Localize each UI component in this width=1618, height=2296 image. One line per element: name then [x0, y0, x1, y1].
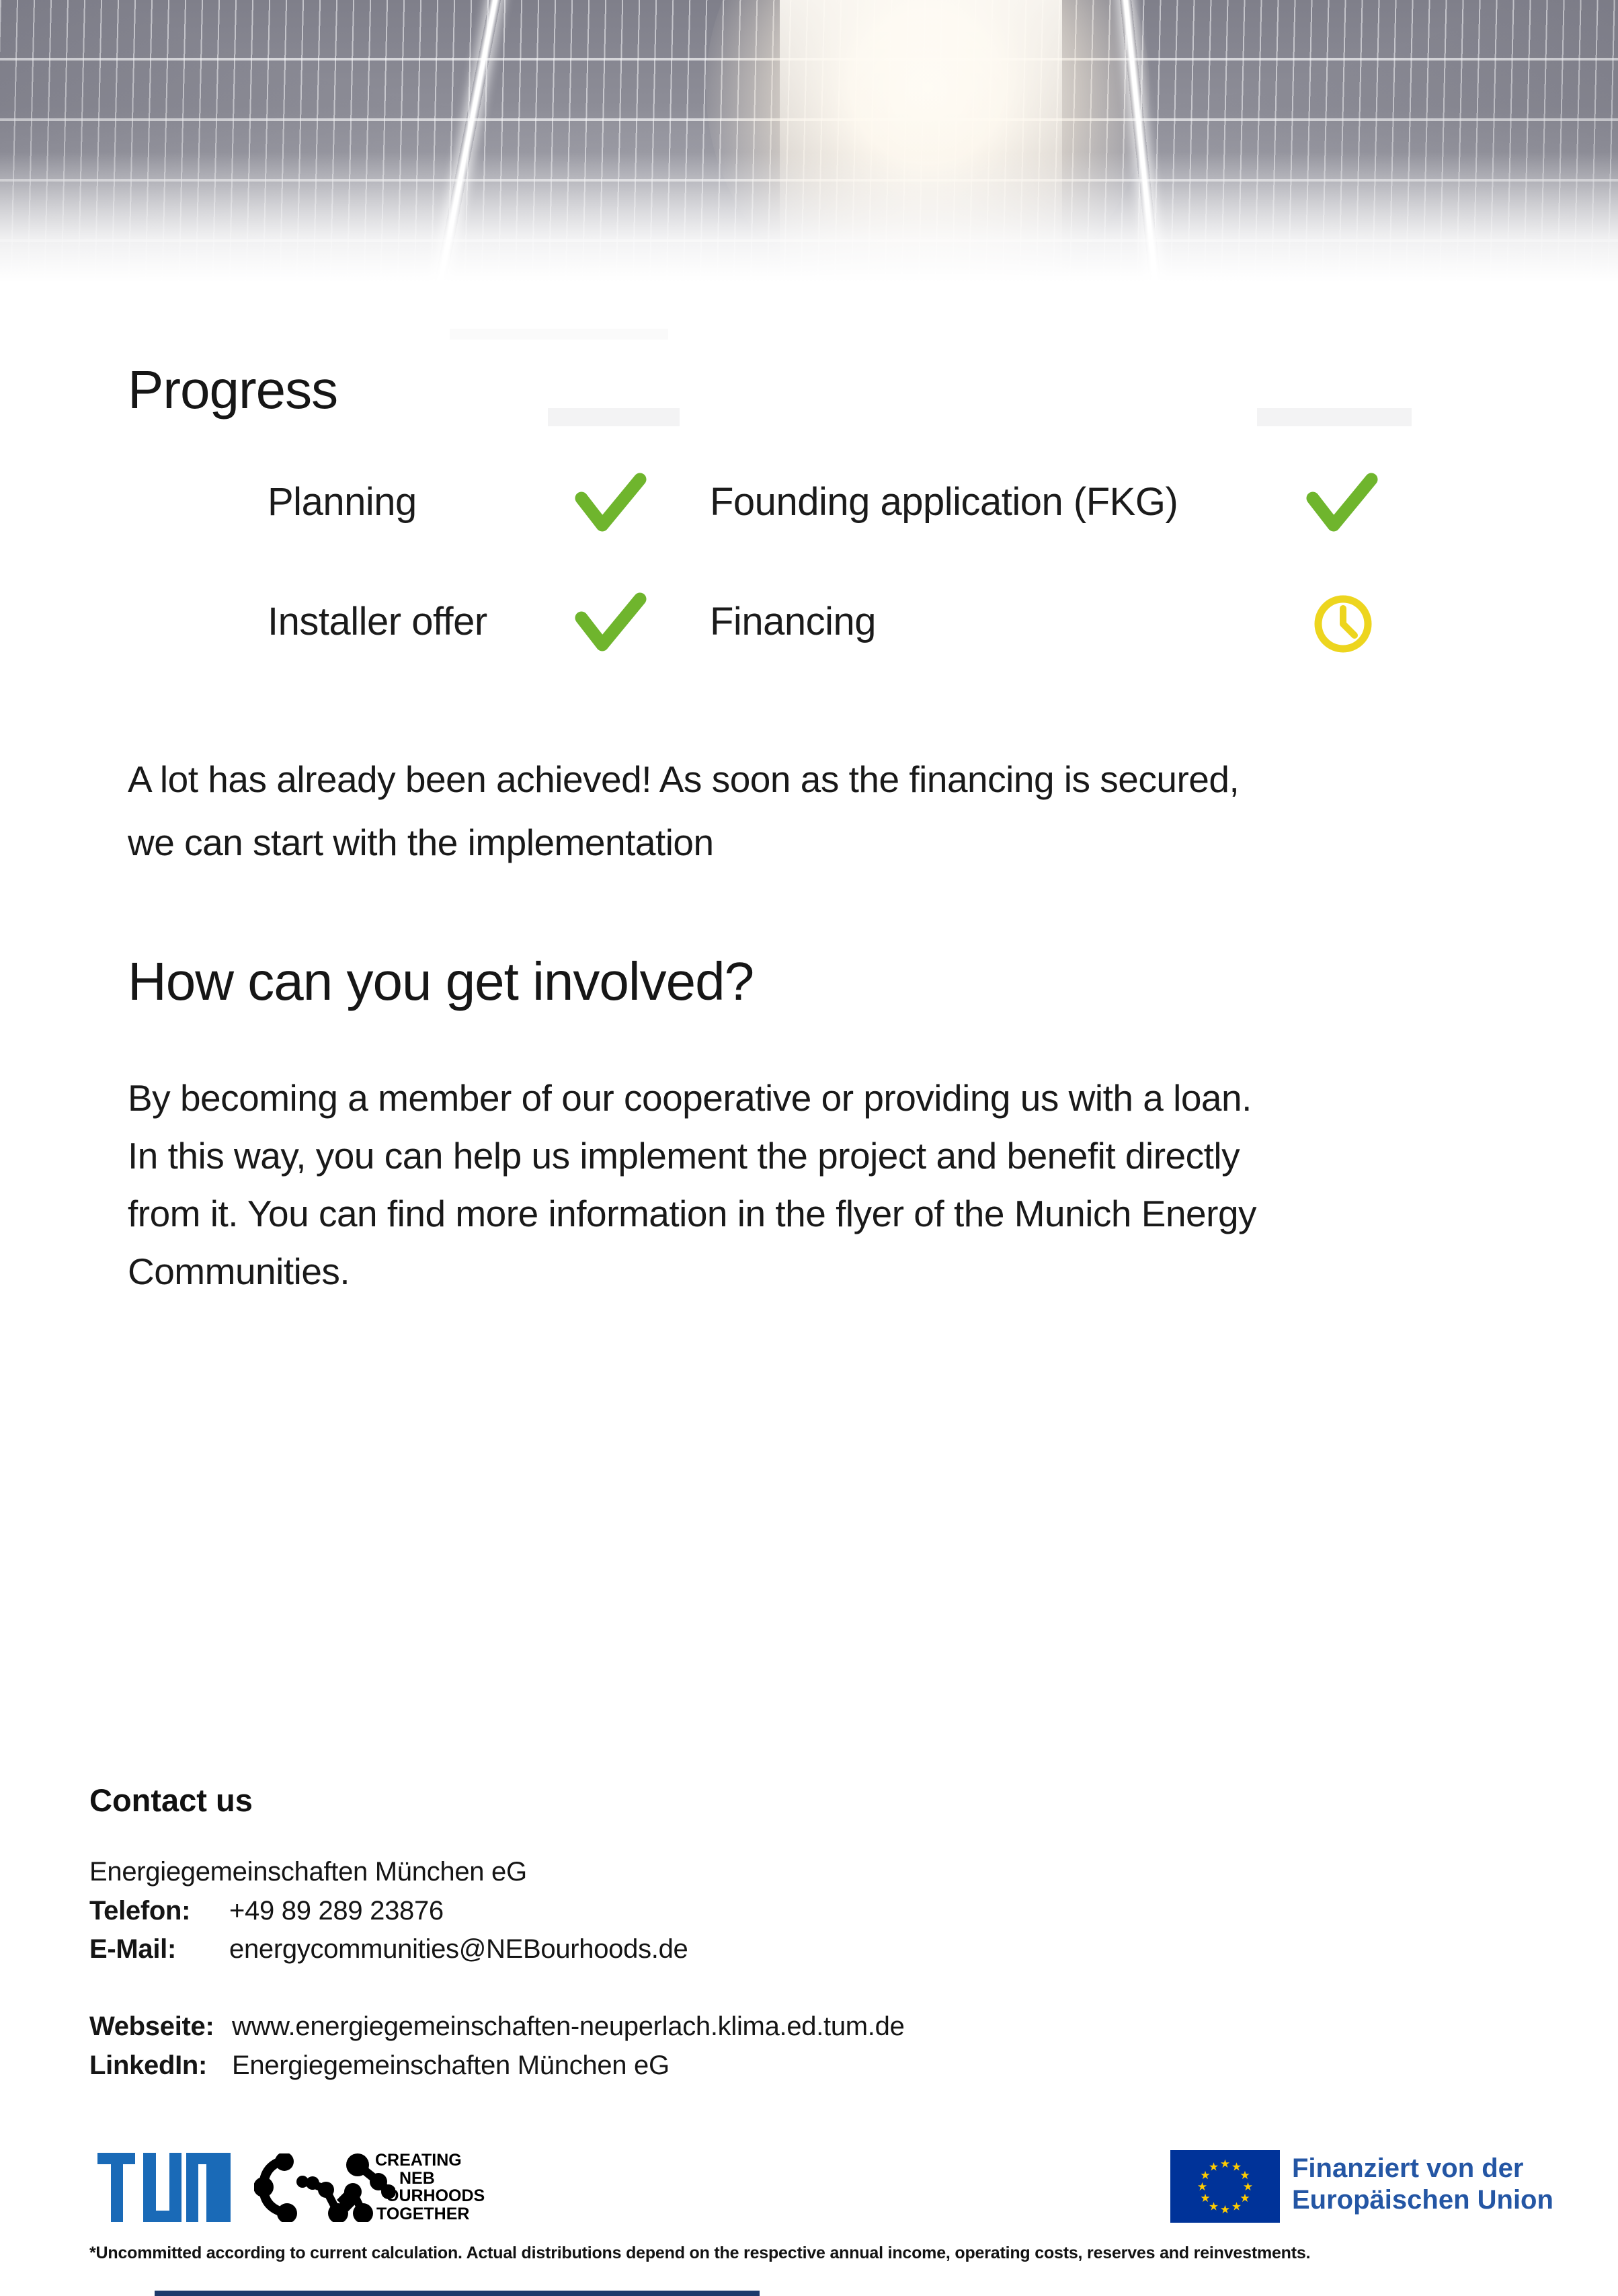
contact-website-row	[89, 2012, 905, 2042]
contact-heading: Contact us	[89, 1782, 253, 1818]
checklist-item-founding-application: Founding application (FKG)	[710, 480, 1178, 524]
svg-text:★: ★	[1200, 2169, 1211, 2182]
svg-text:★: ★	[1208, 2200, 1219, 2214]
neb-text-line: OURHOODS	[386, 2186, 485, 2205]
tum-logo	[97, 2153, 231, 2225]
svg-text:★: ★	[1219, 2203, 1231, 2217]
involved-paragraph	[128, 1069, 1256, 1300]
check-icon	[573, 471, 648, 536]
checklist-item-financing: Financing	[710, 600, 876, 643]
svg-text:★: ★	[1219, 2158, 1231, 2171]
checklist-item-installer-offer: Installer offer	[268, 600, 487, 643]
svg-text:★: ★	[1240, 2192, 1250, 2205]
involved-line: In this way, you can help us implement the project and benefit directly	[128, 1135, 1240, 1177]
eu-text-line: Finanziert von der	[1292, 2153, 1524, 2183]
contact-email-row	[89, 1934, 688, 1965]
svg-text:★: ★	[1242, 2180, 1254, 2194]
progress-heading: Progress	[128, 360, 338, 420]
linkedin-value: Energiegemeinschaften München eG	[232, 2051, 670, 2080]
eu-flag	[1170, 2150, 1280, 2226]
solar-panel-photo	[0, 0, 1618, 304]
neb-text-line: CREATING	[375, 2151, 462, 2170]
svg-text:★: ★	[1200, 2192, 1211, 2205]
progress-note	[128, 748, 1239, 874]
phone-label: Telefon:	[89, 1896, 191, 1926]
neb-text-line: TOGETHER	[376, 2204, 470, 2223]
phone-value: +49 89 289 23876	[229, 1896, 444, 1926]
contact-linkedin-row	[89, 2051, 670, 2081]
progress-note-line: A lot has already been achieved! As soon as the financing is secured,	[128, 758, 1240, 800]
nebourhoods-logo-text	[375, 2151, 485, 2223]
bottom-accent-bar	[155, 2291, 760, 2296]
eu-funding-text	[1292, 2153, 1553, 2216]
contact-org: Energiegemeinschaften München eG	[89, 1857, 527, 1887]
eu-text-line: Europäischen Union	[1292, 2185, 1553, 2215]
nebourhoods-logo-icon	[254, 2153, 395, 2225]
check-icon	[573, 590, 648, 656]
involved-line: from it. You can find more information in the flyer of the Munich Energy	[128, 1193, 1257, 1234]
involved-heading: How can you get involved?	[128, 951, 754, 1011]
involved-line: Communities.	[128, 1251, 350, 1292]
progress-note-line: we can start with the implementation	[128, 822, 714, 863]
faded-image-edge	[450, 329, 668, 340]
svg-text:★: ★	[1208, 2160, 1219, 2174]
email-label: E-Mail:	[89, 1934, 177, 1964]
svg-text:★: ★	[1197, 2180, 1208, 2194]
svg-text:★: ★	[1231, 2200, 1242, 2214]
website-value: www.energiegemeinschaften-neuperlach.klima.ed.tum.de	[232, 2012, 905, 2041]
neb-text-line: NEB	[399, 2168, 435, 2188]
website-label: Webseite:	[89, 2012, 214, 2041]
svg-text:★: ★	[1240, 2169, 1250, 2182]
linkedin-label: LinkedIn:	[89, 2051, 208, 2080]
faded-image-edge	[1257, 408, 1412, 426]
check-icon	[1304, 471, 1379, 536]
faded-image-edge	[548, 408, 680, 426]
involved-line: By becoming a member of our cooperative or providing us with a loan.	[128, 1077, 1252, 1119]
contact-phone-row	[89, 1896, 444, 1926]
clock-icon	[1312, 593, 1374, 658]
photo-fade	[0, 0, 1618, 304]
email-value: energycommunities@NEBourhoods.de	[229, 1934, 688, 1964]
disclaimer-text: *Uncommitted according to current calculation. Actual distributions depend on the respective annual income, operating costs, reserves and reinvestments.	[89, 2244, 1311, 2262]
svg-text:★: ★	[1231, 2160, 1242, 2174]
checklist-item-planning: Planning	[268, 480, 417, 524]
